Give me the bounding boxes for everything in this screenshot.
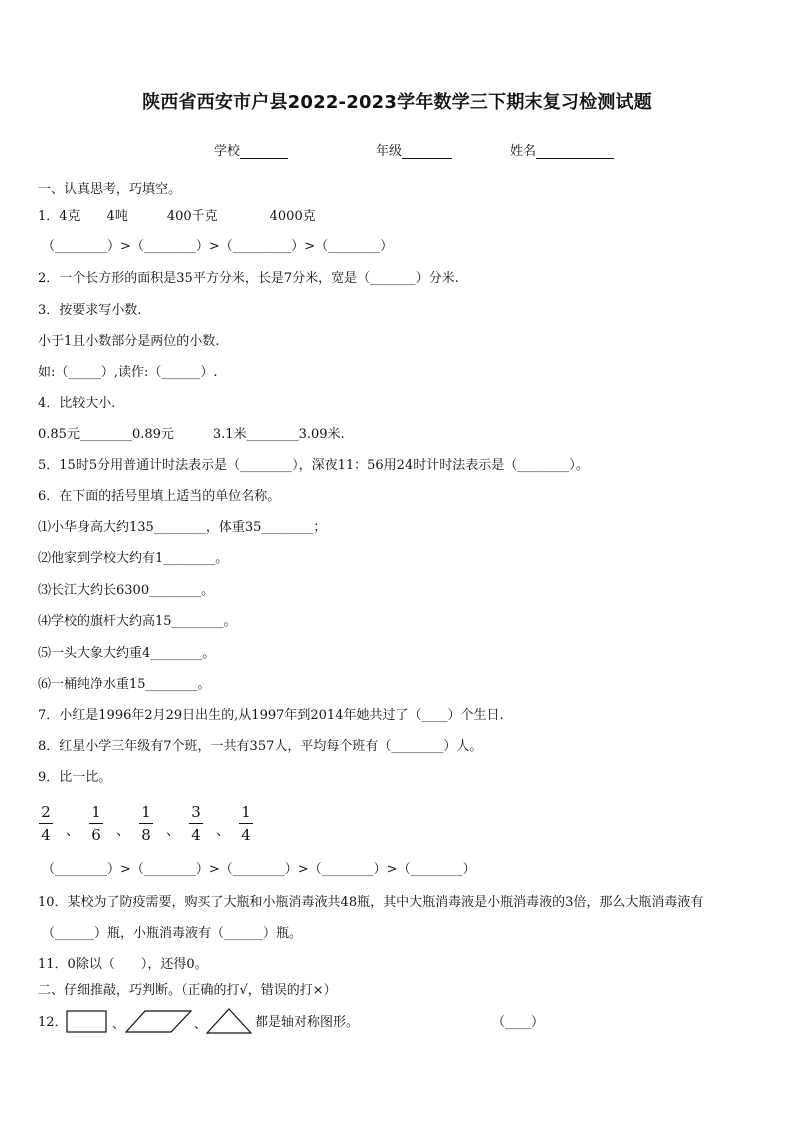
q11[interactable]: 11．0除以（ ），还得0。 — [38, 957, 208, 972]
fraction-bar — [139, 823, 153, 824]
q4-line2[interactable]: 0.85元________0.89元 3.1米________3.09米. — [38, 427, 345, 442]
q6-item-6[interactable]: ⑹一桶纯净水重15________。 — [38, 677, 211, 692]
name-field — [510, 140, 614, 159]
separator: 、 — [116, 823, 130, 839]
school-blank[interactable] — [240, 144, 288, 159]
q6-item-3[interactable]: ⑶长江大约长6300________。 — [38, 583, 215, 598]
school-field — [214, 140, 288, 159]
fraction-bar — [39, 823, 53, 824]
q6-line1: 6．在下面的括号里填上适当的单位名称。 — [38, 489, 281, 504]
q3-line1: 3．按要求写小数. — [38, 303, 142, 318]
q7[interactable]: 7．小红是1996年2月29日出生的,从1997年到2014年她共过了（____）个生日. — [38, 708, 504, 723]
name-blank[interactable] — [536, 144, 614, 159]
grade-blank[interactable] — [402, 144, 452, 159]
q12-answer[interactable]: （____） — [492, 1015, 545, 1030]
triangle-shape-icon — [206, 1008, 252, 1034]
parallelogram-shape-icon — [125, 1010, 193, 1034]
q9-line3[interactable]: （________）>（________）>（________）>（________）>（________） — [42, 862, 476, 877]
q6-item-4[interactable]: ⑷学校的旗杆大约高15________。 — [38, 614, 237, 629]
fraction-3-denominator: 8 — [141, 826, 151, 844]
page-title: 陕西省西安市户县2022-2023学年数学三下期末复习检测试题 — [142, 92, 652, 113]
separator: 、 — [66, 823, 80, 839]
q10-line1: 10．某校为了防疫需要，购买了大瓶和小瓶消毒液共48瓶，其中大瓶消毒液是小瓶消毒液的3倍，那么大瓶消毒液有 — [38, 895, 704, 910]
q12-text: 都是轴对称图形。 — [255, 1015, 360, 1030]
fraction-4 — [188, 803, 204, 844]
q3-line3[interactable]: 如:（_____）,读作:（______）. — [38, 365, 218, 380]
fraction-1 — [38, 803, 54, 844]
q12-separator-1: 、 — [112, 1017, 126, 1032]
q12-number: 12． — [38, 1015, 68, 1030]
q6-item-2[interactable]: ⑵他家到学校大约有1________。 — [38, 551, 229, 566]
section-2-heading: 二、仔细推敲，巧判断。（正确的打√，错误的打×） — [38, 983, 337, 998]
separator: 、 — [166, 823, 180, 839]
school-label: 学校 — [214, 144, 241, 159]
q8[interactable]: 8．红星小学三年级有7个班，一共有357人，平均每个班有（________）人。 — [38, 739, 483, 754]
fraction-2-denominator: 6 — [91, 826, 101, 844]
fraction-5-denominator: 4 — [241, 826, 251, 844]
fraction-3 — [138, 803, 154, 844]
fraction-5-numerator: 1 — [241, 803, 251, 821]
fraction-4-numerator: 3 — [191, 803, 201, 821]
q10-line2[interactable]: （______）瓶，小瓶消毒液有（______）瓶。 — [42, 926, 303, 941]
q3-line2: 小于1且小数部分是两位的小数. — [38, 334, 220, 349]
fraction-2-numerator: 1 — [91, 803, 101, 821]
fraction-1-denominator: 4 — [41, 826, 51, 844]
fraction-1-numerator: 2 — [41, 803, 51, 821]
fraction-bar — [89, 823, 103, 824]
q6-item-1[interactable]: ⑴小华身高大约135________，体重35________； — [38, 520, 327, 535]
q9-line1: 9．比一比。 — [38, 770, 112, 785]
fraction-3-numerator: 1 — [141, 803, 151, 821]
rectangle-shape-icon — [66, 1010, 108, 1034]
separator: 、 — [216, 823, 230, 839]
grade-label: 年级 — [376, 144, 403, 159]
fraction-5 — [238, 803, 254, 844]
q1-line2[interactable]: （________）>（________）>（_________）>（________） — [42, 239, 394, 254]
fraction-4-denominator: 4 — [191, 826, 201, 844]
q6-item-5[interactable]: ⑸一头大象大约重4________。 — [38, 646, 216, 661]
q12-separator-2: 、 — [194, 1017, 208, 1032]
q2[interactable]: 2．一个长方形的面积是35平方分米，长是7分米，宽是（_______）分米. — [38, 271, 459, 286]
q4-line1: 4．比较大小. — [38, 396, 116, 411]
q5[interactable]: 5．15时5分用普通计时法表示是（________），深夜11：56用24时计时法表示是（________）。 — [38, 458, 589, 473]
fraction-2 — [88, 803, 104, 844]
fraction-bar — [189, 823, 203, 824]
grade-field — [376, 140, 452, 159]
q1-line1: 1．4克 4吨 400千克 4000克 — [38, 209, 316, 224]
name-label: 姓名 — [510, 144, 537, 159]
section-1-heading: 一、认真思考，巧填空。 — [38, 182, 182, 197]
fraction-bar — [239, 823, 253, 824]
